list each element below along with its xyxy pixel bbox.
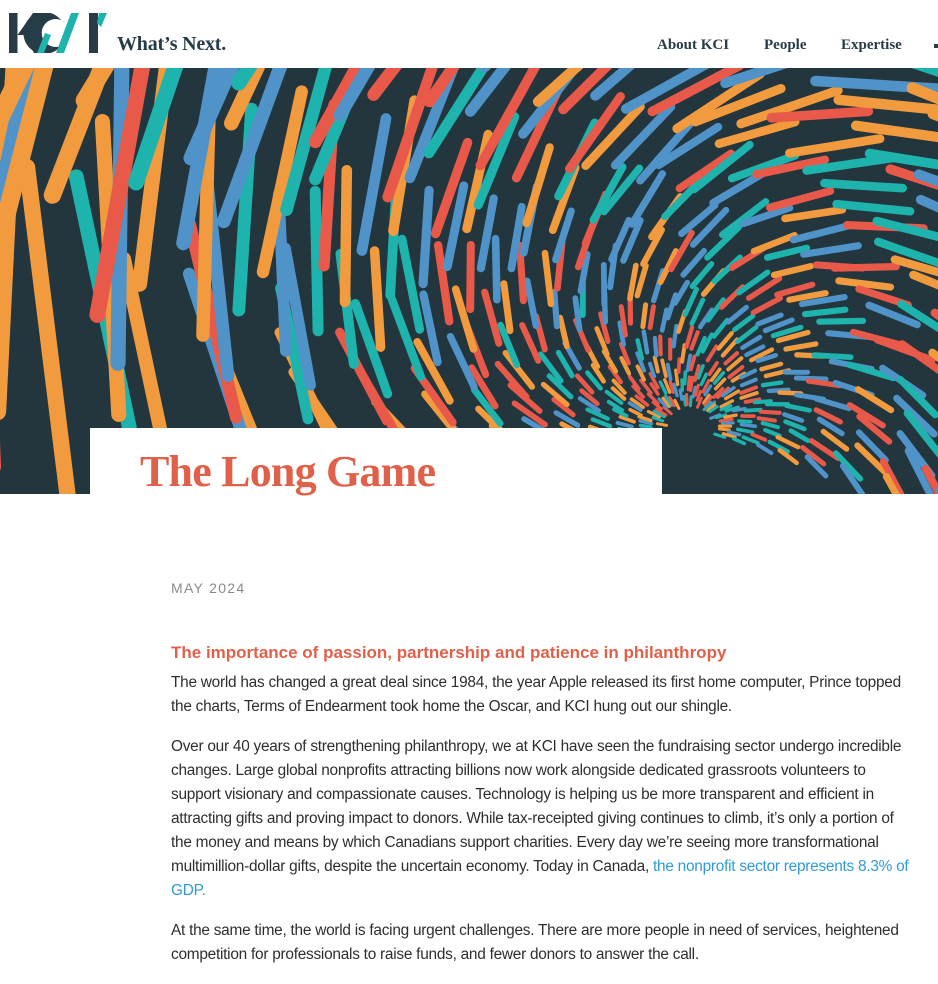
article-date: MAY 2024 <box>171 580 246 596</box>
paragraph-2 <box>171 735 909 903</box>
gdp-statistic-link[interactable]: the nonprofit sector represents 8.3% of GDP. <box>171 858 909 899</box>
tagline: What’s Next. <box>117 33 227 55</box>
article-subtitle: The importance of passion, partnership and patience in philanthropy <box>171 643 727 662</box>
main-nav <box>0 37 938 57</box>
page-title: The Long Game <box>140 447 436 496</box>
nav-people[interactable]: People <box>764 37 807 53</box>
paragraph-3: At the same time, the world is facing urgent challenges. There are more people in need of services, heightened competition for professionals to raise funds, and fewer donors to answer the call. <box>171 922 899 963</box>
paragraph-2-text: Over our 40 years of strengthening philanthropy, we at KCI have seen the fundraising sector undergo incredible changes. Large global nonprofits attracting billions now work alongside dedicated grassroots volunteers to support visionary and compassionate causes. Technology is helping us be more transparent and efficient in attracting gifts and proving impact to donors. While tax-receipted giving continues to climb, it’s only a portion of the money and means by which Canadians support charities. Every day we’re seeing more transformational multimillion-dollar gifts, despite the uncertain economy. Today in Canada, <box>171 738 902 875</box>
kci-logo[interactable] <box>0 0 240 68</box>
title-card <box>90 428 662 494</box>
paragraph-1: The world has changed a great deal since 1984, the year Apple released its first home computer, Prince topped the charts, Terms of Endearment took home the Oscar, and KCI hung out our shingle. <box>171 674 901 715</box>
nav-overflow-marker <box>934 44 938 48</box>
article-body <box>171 641 909 983</box>
site-header <box>0 0 938 68</box>
nav-about-kci[interactable]: About KCI <box>657 37 730 53</box>
nav-expertise[interactable]: Expertise <box>841 37 902 53</box>
